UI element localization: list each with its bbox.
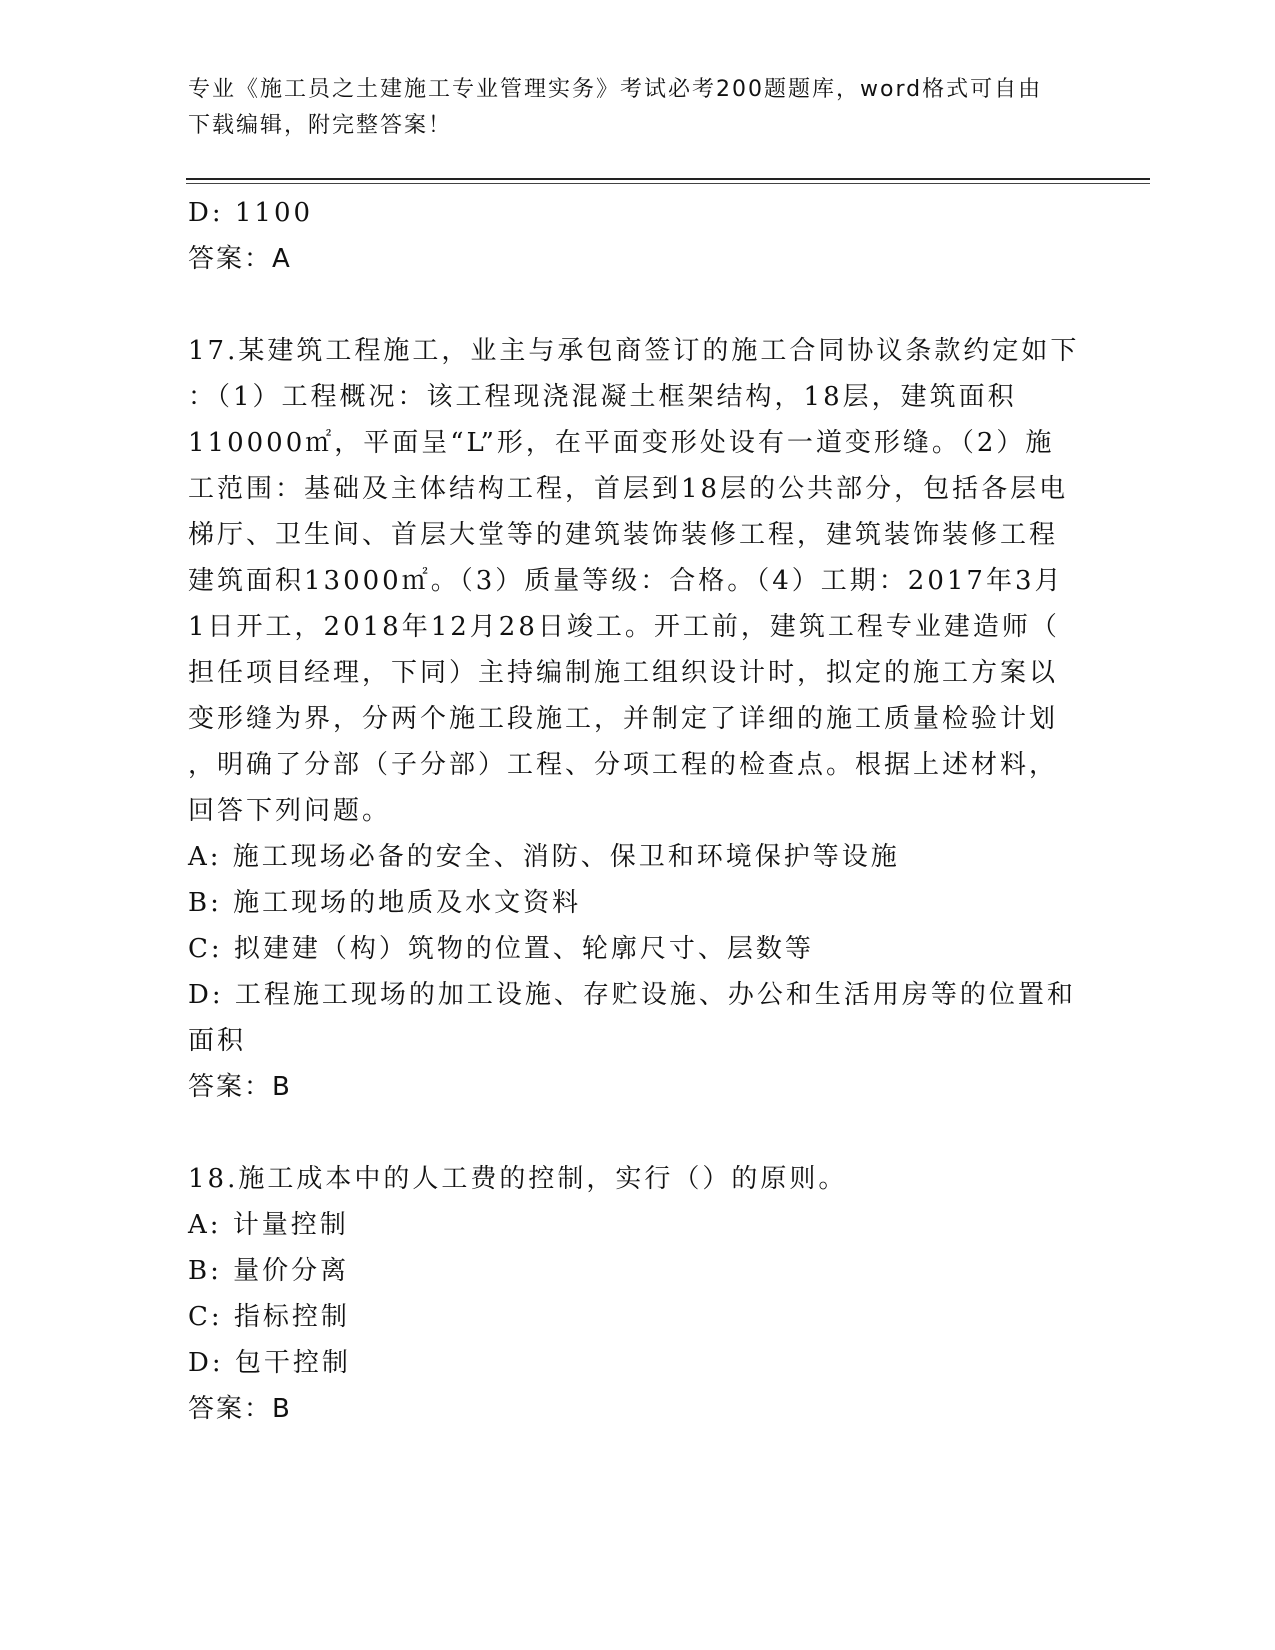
q17-text-line: 回答下列问题。 <box>188 796 392 826</box>
q17-text-line: 17.某建筑工程施工，业主与承包商签订的施工合同协议条款约定如下 <box>188 336 1080 366</box>
header-line-1: 专业《施工员之土建施工专业管理实务》考试必考200题题库，word格式可自由 <box>188 77 1043 102</box>
prev-answer: 答案：A <box>188 244 292 274</box>
document-body <box>188 190 1078 1432</box>
header-divider-thin <box>186 183 1150 184</box>
q17-option-b: B: 施工现场的地质及水文资料 <box>188 888 582 918</box>
q17-text-line: ，明确了分部（子分部）工程、分项工程的检查点。根据上述材料， <box>188 750 1059 780</box>
q17-option-d-continued: 面积 <box>188 1026 247 1056</box>
q17-option-d: D: 工程施工现场的加工设施、存贮设施、办公和生活用房等的位置和 <box>188 980 1076 1010</box>
q17-option-a: A: 施工现场必备的安全、消防、保卫和环境保护等设施 <box>188 842 900 872</box>
q17-text-line: 建筑面积13000㎡。（3）质量等级：合格。（4）工期：2017年3月 <box>188 566 1064 596</box>
q17-text-line: 变形缝为界，分两个施工段施工，并制定了详细的施工质量检验计划 <box>188 704 1059 734</box>
question-18 <box>188 1156 1078 1432</box>
spacer <box>188 282 1078 328</box>
q17-text-line: ：（1）工程概况：该工程现浇混凝土框架结构，18层，建筑面积 <box>188 382 1017 412</box>
prev-option-d: D: 1100 <box>188 198 314 228</box>
spacer <box>188 1110 1078 1156</box>
q18-question: 18.施工成本中的人工费的控制，实行（）的原则。 <box>188 1164 848 1194</box>
q17-answer: 答案：B <box>188 1072 292 1102</box>
q17-option-c: C: 拟建建（构）筑物的位置、轮廓尺寸、层数等 <box>188 934 814 964</box>
header-line-2: 下载编辑，附完整答案！ <box>188 113 453 138</box>
q17-text-line: 梯厅、卫生间、首层大堂等的建筑装饰装修工程，建筑装饰装修工程 <box>188 520 1059 550</box>
q17-text-line: 担任项目经理，下同）主持编制施工组织设计时，拟定的施工方案以 <box>188 658 1059 688</box>
q18-option-d: D: 包干控制 <box>188 1348 351 1378</box>
q18-answer: 答案：B <box>188 1394 292 1424</box>
q18-option-c: C: 指标控制 <box>188 1302 350 1332</box>
q18-option-a: A: 计量控制 <box>188 1210 349 1240</box>
document-header <box>188 72 1068 144</box>
q17-text-line: 110000㎡，平面呈“L”形，在平面变形处设有一道变形缝。（2）施 <box>188 428 1055 458</box>
q18-option-b: B: 量价分离 <box>188 1256 350 1286</box>
q17-text-line: 工范围：基础及主体结构工程，首层到18层的公共部分，包括各层电 <box>188 474 1069 504</box>
header-divider-thick <box>186 178 1150 180</box>
q17-text-line: 1日开工，2018年12月28日竣工。开工前，建筑工程专业建造师（ <box>188 612 1060 642</box>
question-17 <box>188 328 1078 1110</box>
